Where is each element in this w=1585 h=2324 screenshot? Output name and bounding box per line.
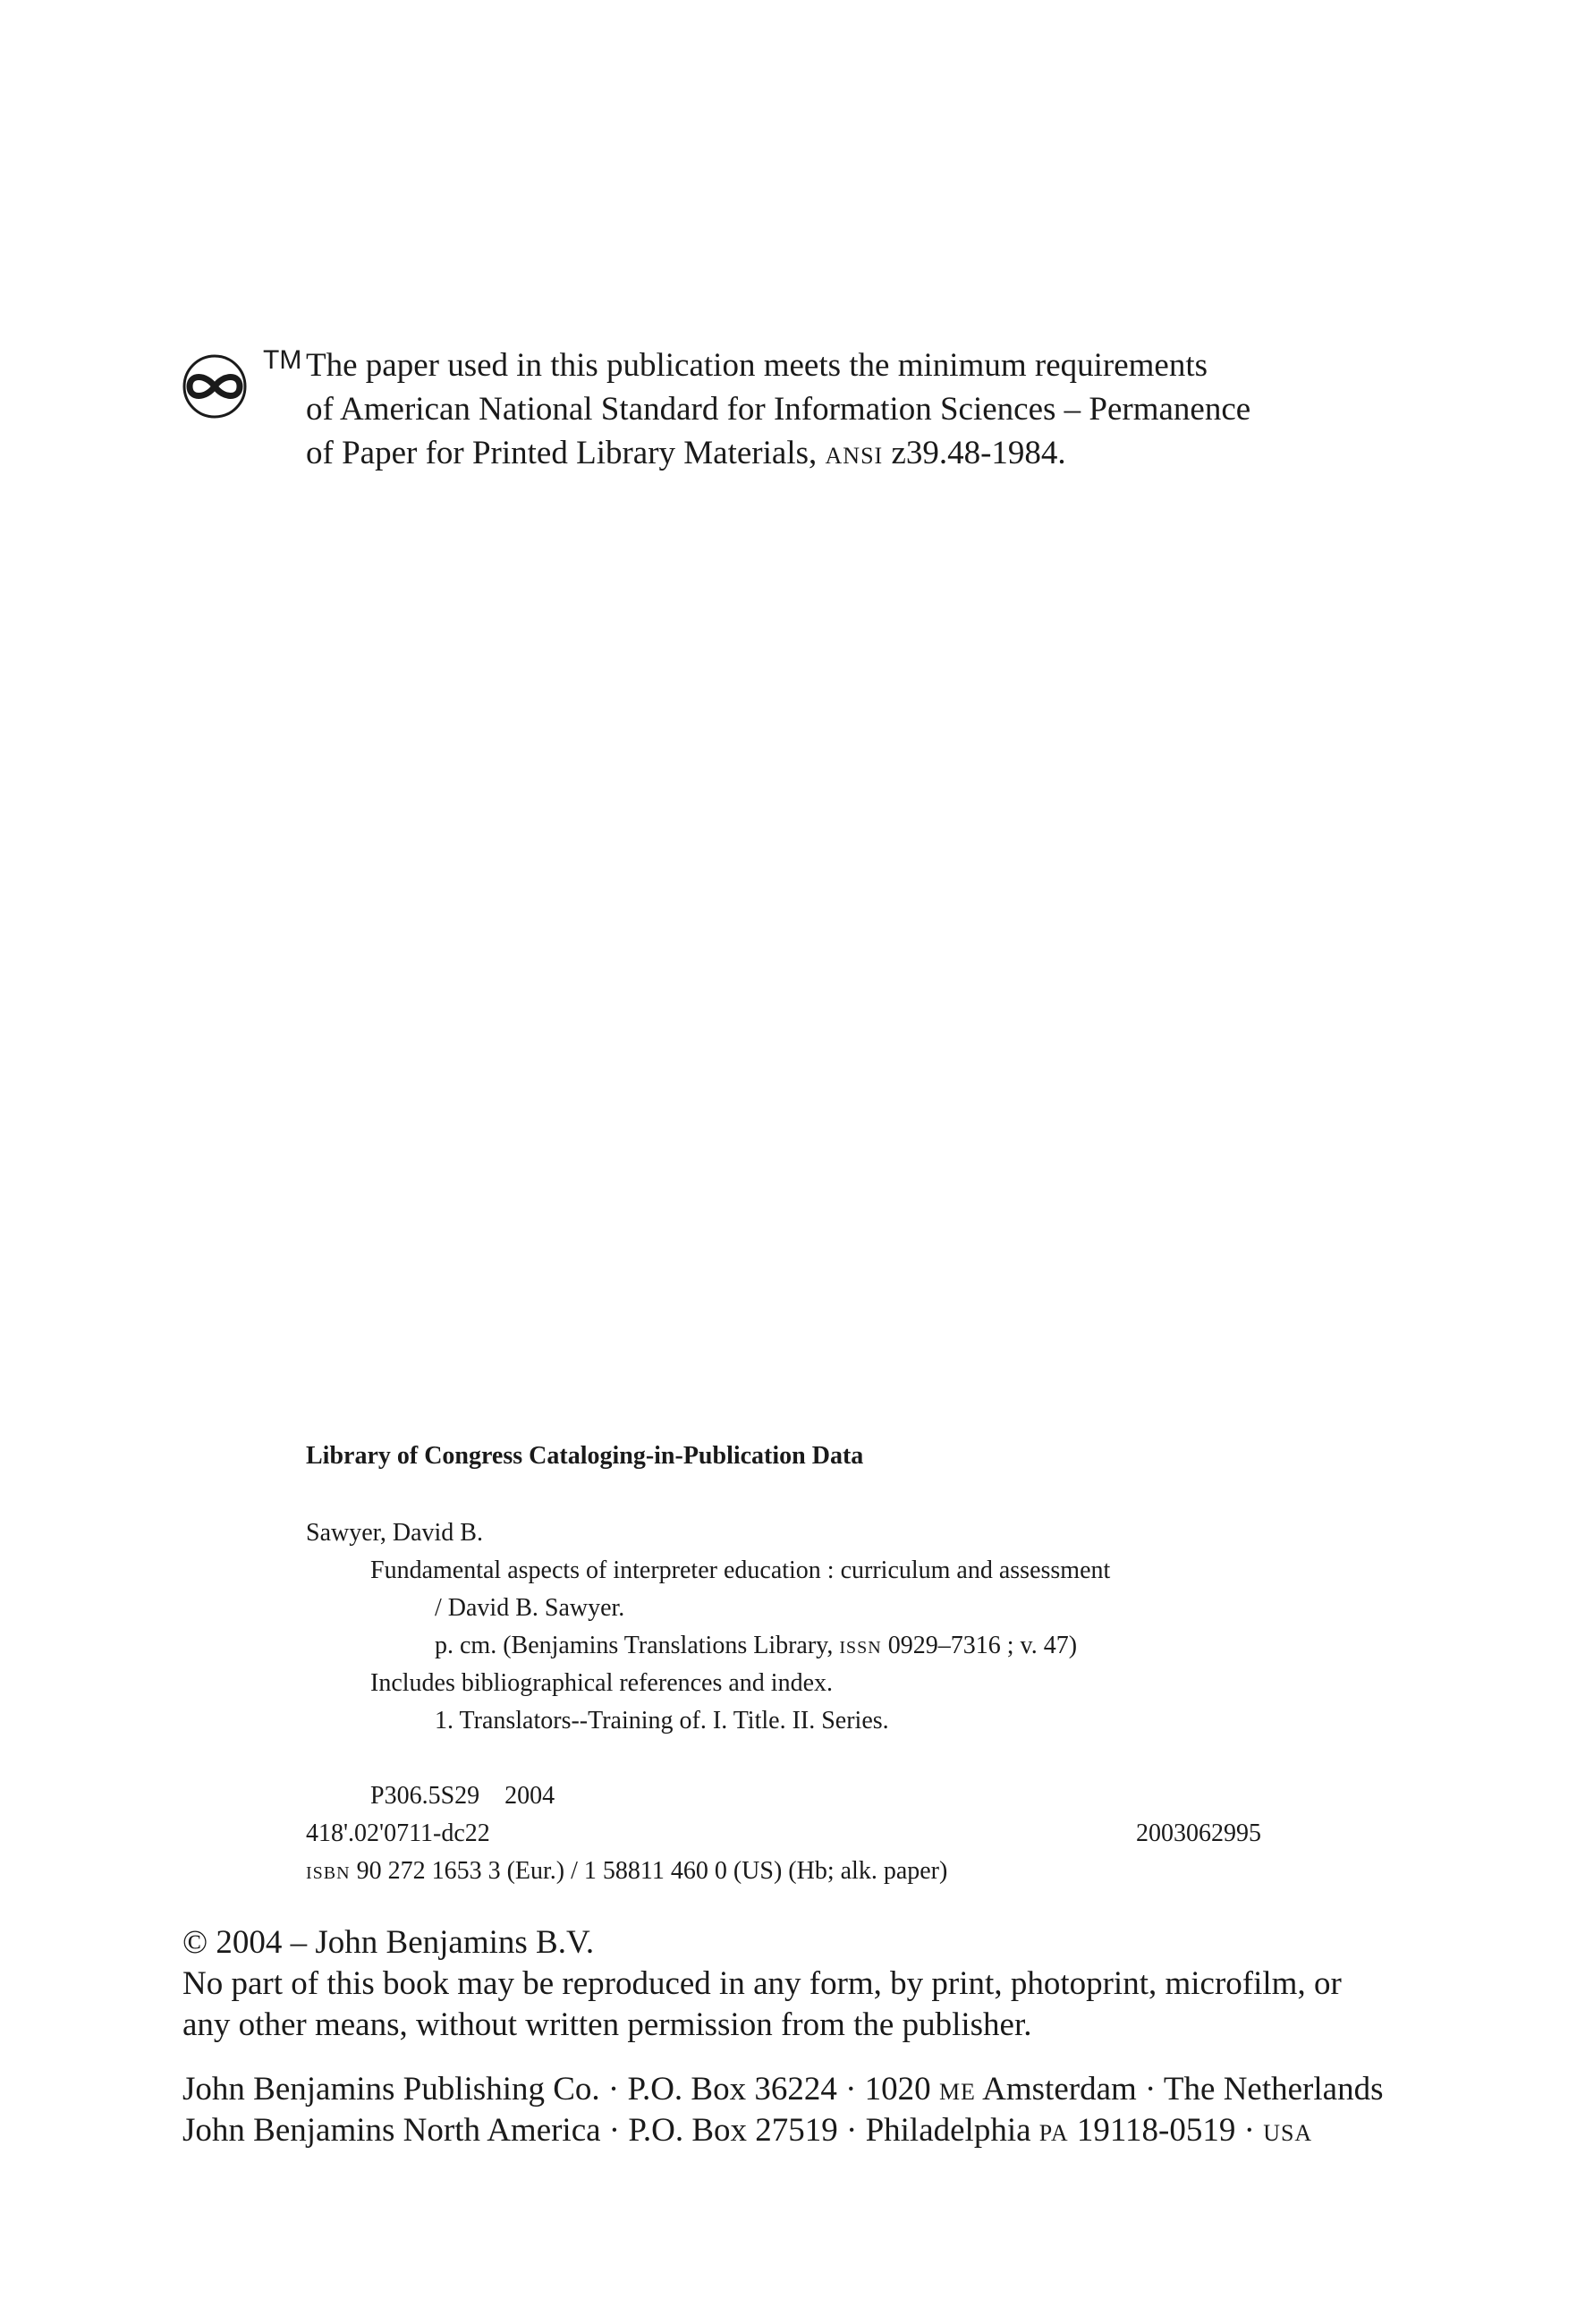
cip-lccn: P306.5S29 2004 bbox=[370, 1782, 555, 1810]
cip-includes: Includes bibliographical references and index. bbox=[370, 1669, 834, 1697]
trademark-mark: TM bbox=[263, 345, 302, 375]
permanence-line-2: of American National Standard for Information Sciences – Permanence bbox=[306, 391, 1251, 428]
isbn-label: isbn bbox=[306, 1857, 351, 1885]
rights-line-1: No part of this book may be reproduced in any form, by print, photoprint, microfilm, or bbox=[182, 1965, 1342, 2002]
ansi-label: ansi bbox=[825, 435, 884, 471]
cip-heading: Library of Congress Cataloging-in-Publication Data bbox=[306, 1442, 864, 1470]
issn-label: issn bbox=[839, 1632, 882, 1659]
permanence-notice bbox=[306, 344, 1250, 475]
cip-title-line-2: / David B. Sawyer. bbox=[435, 1594, 625, 1622]
infinity-permanence-icon bbox=[175, 331, 261, 431]
publisher-address-usa: John Benjamins North America · P.O. Box 27519 · Philadelphia pa 19118-0519 · usa bbox=[182, 2112, 1313, 2149]
copyright-line: © 2004 – John Benjamins B.V. bbox=[182, 1924, 595, 1961]
publisher-address-netherlands: John Benjamins Publishing Co. · P.O. Box 36224 · 1020 me Amsterdam · The Netherlands bbox=[182, 2071, 1384, 2108]
cip-series: p. cm. (Benjamins Translations Library, issn 0929–7316 ; v. 47) bbox=[435, 1632, 1078, 1659]
cip-title-line-1: Fundamental aspects of interpreter education : curriculum and assessment bbox=[370, 1556, 1111, 1584]
cip-isbn: isbn 90 272 1653 3 (Eur.) / 1 58811 460 0 (US) (Hb; alk. paper) bbox=[306, 1857, 948, 1885]
cip-author: Sawyer, David B. bbox=[306, 1519, 483, 1547]
permanence-line-1: The paper used in this publication meets the minimum requirements bbox=[306, 347, 1208, 384]
cip-control-number: 2003062995 bbox=[1136, 1819, 1261, 1847]
rights-line-2: any other means, without written permission from the publisher. bbox=[182, 2006, 1032, 2043]
cip-subjects: 1. Translators--Training of. I. Title. II. Series. bbox=[435, 1707, 889, 1735]
permanence-line-3: of Paper for Printed Library Materials, ansi z39.48-1984. bbox=[306, 435, 1066, 471]
cip-ddc: 418'.02'0711-dc22 bbox=[306, 1819, 490, 1847]
